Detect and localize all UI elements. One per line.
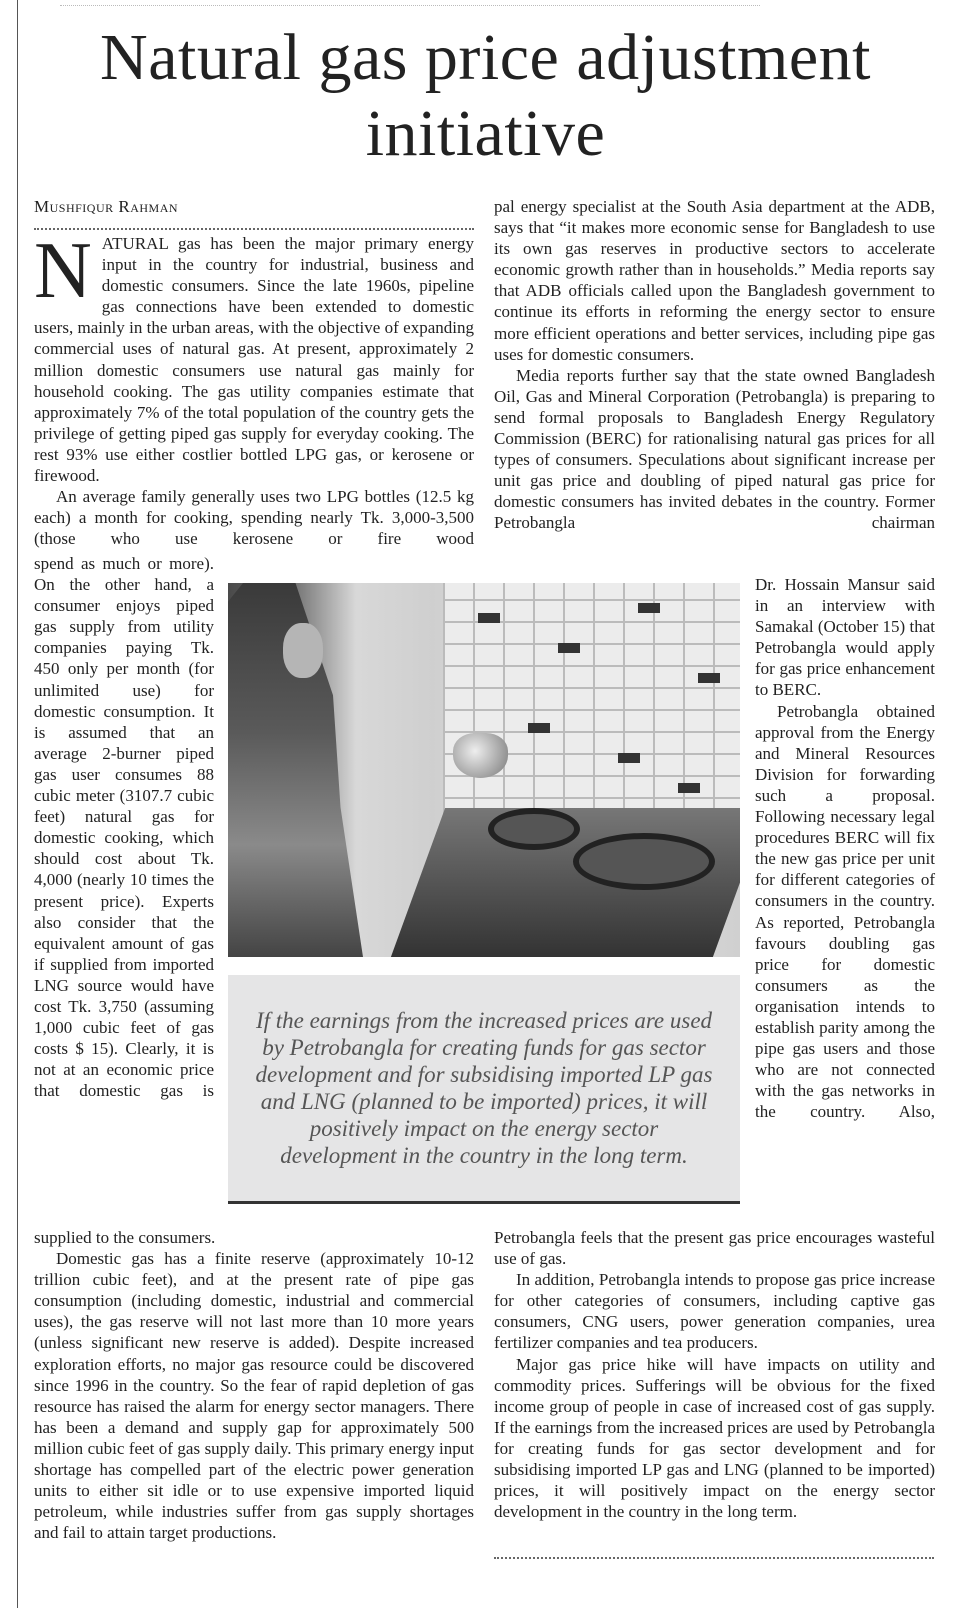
stove-burner [488,808,580,850]
left-column-segment-1 [34,227,474,549]
paragraph: Major gas price hike will have impacts on utility and commodity prices. Sufferings will be obvious for the fixed income group of people in case of increased cost of gas supply. If the earnings from the increased prices are used by Petrobangla for creating funds for gas sector development and for subsidising imported LP gas and LNG (planned to be imported) prices, it will positively impact on the energy sector development in the country in the long term. [494,1354,935,1522]
byline: Mushfiqur Rahman [34,197,179,216]
paragraph: Domestic gas has a finite reserve (approximately 10-12 trillion cubic feet), and at the present rate of pipe gas consumption (including domestic, industrial and commercial uses), the gas reserve will not last more than 10 more years (unless significant new reserve is added). Despite increased exploration efforts, no major gas resource could be discovered since 1996 in the country. So the fear of rapid depletion of gas resource has raised the alarm for energy sector managers. There has been a demand and supply gap for approximately 500 million cubic feet of gas supply daily. This primary energy input shortage has compelled part of the electric power generation units to either sit idle or to use expensive imported liquid petroleum, while industries suffer from gas supply shortages and fail to attain target productions. [34,1249,474,1543]
paragraph: supplied to the consumers. [34,1228,216,1247]
cooking-pot [453,733,508,778]
paragraph: pal energy specialist at the South Asia department at the ADB, says that “it makes more economic sense for Bangladesh to use its own gas reserves in productive sectors to accelerate economic growth rather than in households.” Media reports say that ADB officials called upon the Bangladesh government to continue its efforts in reforming the energy sector to ensure more efficient operations and better services, including pipe gas uses for domestic consumers. [494,197,935,364]
drop-cap: N [34,227,92,315]
left-column-segment-3 [34,1227,474,1543]
paragraph: spend as much or more). On the other hand, a consumer enjoys piped gas supply from utility companies paying Tk. 450 only per month (for unlimited use) for domestic consumption. It is assumed that an average 2-burner piped gas user consumes 88 cubic meter (3107.7 cubic feet) natural gas for domestic cooking, which should cost about Tk. 4,000 (nearly 10 times the present price). Experts also consider that the equivalent amount of gas if supplied from imported LNG source would have cost Tk. 3,750 (assuming 1,000 cubic feet of gas costs $ 15). Clearly, it is not at an economic price that domestic gas is [34,554,214,1101]
paragraph [34,227,474,486]
paragraph-text: ATURAL gas has been the major primary energy input in the country for industrial, business and domestic consumers. Since the late 1960s, pipeline gas connections have been extended to domestic users, mainly in the urban areas, with the objective of expanding commercial uses of natural gas. At present, approximately 2 million domestic consumers use natural gas mainly for household cooking. The gas utility companies estimate that approximately 7% of the total population of the country gets the privilege of getting piped gas supply for everyday cooking. The rest 93% use either costlier bottled LPG gas, or kerosene or firewood. [34,234,474,486]
top-strip [60,0,760,6]
right-column-segment-3 [494,1227,935,1522]
paragraph: In addition, Petrobangla intends to propose gas price increase for other categories of consumers, including captive gas consumers, CNG users, power generation companies, urea fertilizer companies and tea producers. [494,1270,935,1353]
end-divider [494,1557,934,1559]
byline-divider [34,228,474,230]
paragraph: Media reports further say that the state owned Bangladesh Oil, Gas and Mineral Corporation (Petrobangla) is preparing to send formal proposals to Bangladesh Energy Regulatory Commission (BERC) for rationalising natural gas prices for all types of consumers. Speculations about significant increase per unit gas price and doubling of piped natural gas price for domestic consumers has invited debates in the country. Former Petrobangla chairman [494,365,935,533]
paragraph: Dr. Hossain Mansur said in an interview with Samakal (October 15) that Petrobangla would apply for gas price enhancement to BERC. [755,575,935,700]
face [283,623,323,678]
headline: Natural gas price adjustment initiative [100,21,871,170]
pull-quote-text: If the earnings from the increased prices are used by Petrobangla for creating funds for gas sector development and for subsidising imported LP gas and LNG (planned to be imported) prices, it will positively impact on the energy sector development in the country in the long term. [255,1008,713,1168]
pull-quote [228,975,740,1204]
paragraph: Petrobangla feels that the present gas price encourages wasteful use of gas. [494,1228,935,1269]
right-column-segment-1 [494,196,935,534]
column-rule [17,0,18,1608]
article-photo [228,583,740,957]
left-column-segment-2 [34,553,214,1101]
right-column-segment-2 [755,574,935,1122]
paragraph: Petrobangla obtained approval from the Energy and Mineral Resources Division for forwarding such a proposal. Following necessary legal procedures BERC will fix the new gas price per unit for different categories of consumers in the country. As reported, Petrobangla favours doubling gas price for domestic consumers as the organisation intends to establish parity among the pipe gas users and those who are not connected with the gas networks in the country. Also, [755,701,935,1122]
stove-burner [573,833,715,890]
paragraph: An average family generally uses two LPG bottles (12.5 kg each) a month for cooking, spending nearly Tk. 3,000-3,500 (those who use kerosene or fire wood [34,487,474,549]
